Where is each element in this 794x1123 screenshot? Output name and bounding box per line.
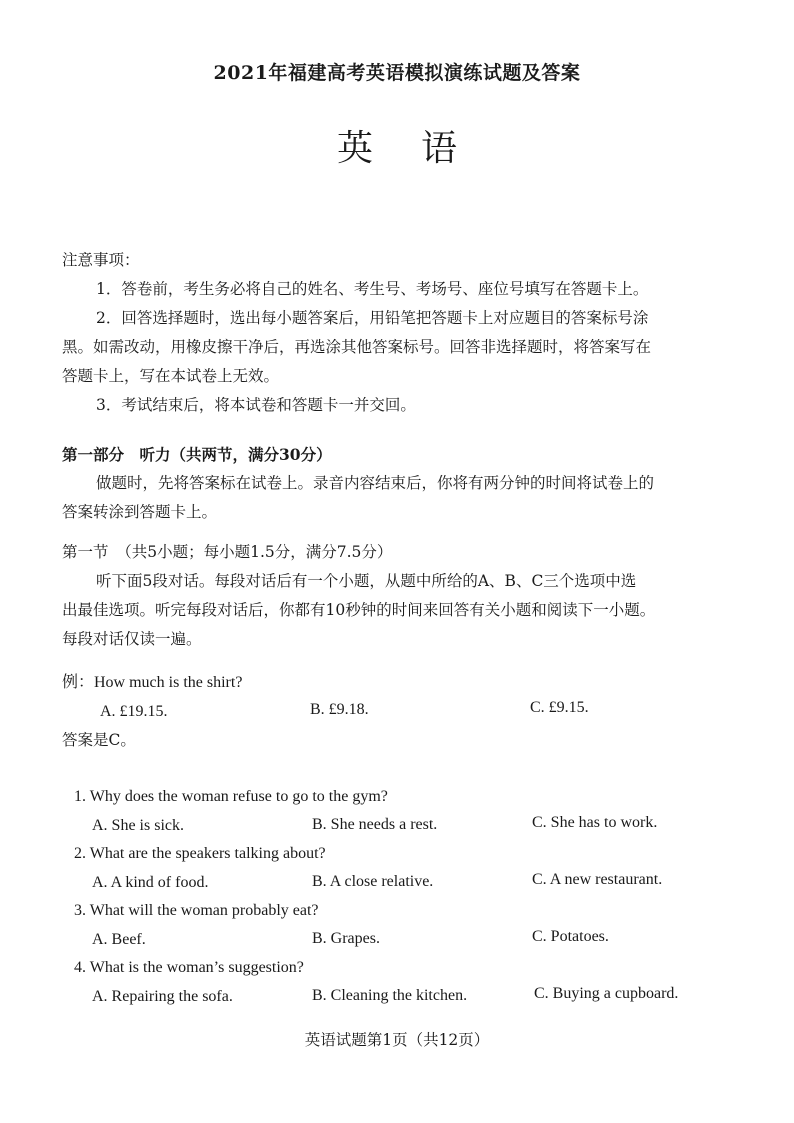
example-answer: 答案是C。: [62, 731, 136, 749]
question-4-option-a: A. Repairing the sofa.: [92, 988, 233, 1005]
section1-heading: 第一节 （共5小题；每小题1.5分，满分7.5分）: [62, 543, 393, 561]
document-title: 2021年福建高考英语模拟演练试题及答案: [213, 62, 581, 84]
question-3-option-b: B. Grapes.: [312, 930, 380, 947]
question-2-option-b: B. A close relative.: [312, 873, 434, 890]
question-2-option-a: A. A kind of food.: [92, 874, 209, 891]
page-footer: 英语试题第1页（共12页）: [304, 1031, 490, 1049]
question-1: 1. Why does the woman refuse to go to the gym?: [74, 788, 388, 805]
subject-title: 英语: [336, 128, 505, 169]
notice-heading: 注意事项：: [62, 251, 140, 269]
question-3-option-c: C. Potatoes.: [532, 928, 609, 945]
section1-intro-line-3: 每段对话仅读一遍。: [62, 630, 202, 648]
notice-item-3: 3．考试结束后，将本试卷和答题卡一并交回。: [96, 396, 416, 414]
example-option-b: B. £9.18.: [310, 701, 369, 718]
question-3-option-a: A. Beef.: [92, 931, 146, 948]
part1-heading: 第一部分 听力（共两节，满分30分）: [62, 445, 332, 464]
question-2-option-c: C. A new restaurant.: [532, 871, 663, 888]
example-option-a: A. £19.15.: [100, 703, 168, 720]
question-4-option-b: B. Cleaning the kitchen.: [312, 987, 468, 1004]
question-1-option-c: C. She has to work.: [532, 814, 658, 831]
question-1-option-b: B. She needs a rest.: [312, 816, 438, 833]
section1-intro-line-2: 出最佳选项。听完每段对话后，你都有10秒钟的时间来回答有关小题和阅读下一小题。: [62, 601, 656, 619]
question-2: 2. What are the speakers talking about?: [74, 845, 326, 862]
notice-item-1: 1．答卷前，考生务必将自己的姓名、考生号、考场号、座位号填写在答题卡上。: [96, 280, 649, 298]
question-1-option-a: A. She is sick.: [92, 817, 184, 834]
question-4-option-c: C. Buying a cupboard.: [534, 985, 679, 1002]
question-4: 4. What is the woman’s suggestion?: [74, 959, 304, 976]
section1-intro-line-1: 听下面5段对话。每段对话后有一个小题，从题中所给的A、B、C三个选项中选: [96, 572, 637, 590]
part1-intro-line-1: 做题时，先将答案标在试卷上。录音内容结束后，你将有两分钟的时间将试卷上的: [96, 474, 655, 492]
example-question: 例：How much is the shirt?: [62, 674, 243, 691]
notice-item-2-line-2: 黑。如需改动，用橡皮擦干净后，再选涂其他答案标号。回答非选择题时，将答案写在: [62, 338, 652, 356]
example-option-c: C. £9.15.: [530, 699, 589, 716]
question-3: 3. What will the woman probably eat?: [74, 902, 319, 919]
notice-item-2-line-1: 2．回答选择题时，选出每小题答案后，用铅笔把答题卡上对应题目的答案标号涂: [96, 309, 649, 327]
notice-item-2-line-3: 答题卡上，写在本试卷上无效。: [62, 367, 280, 385]
part1-intro-line-2: 答案转涂到答题卡上。: [62, 503, 218, 521]
